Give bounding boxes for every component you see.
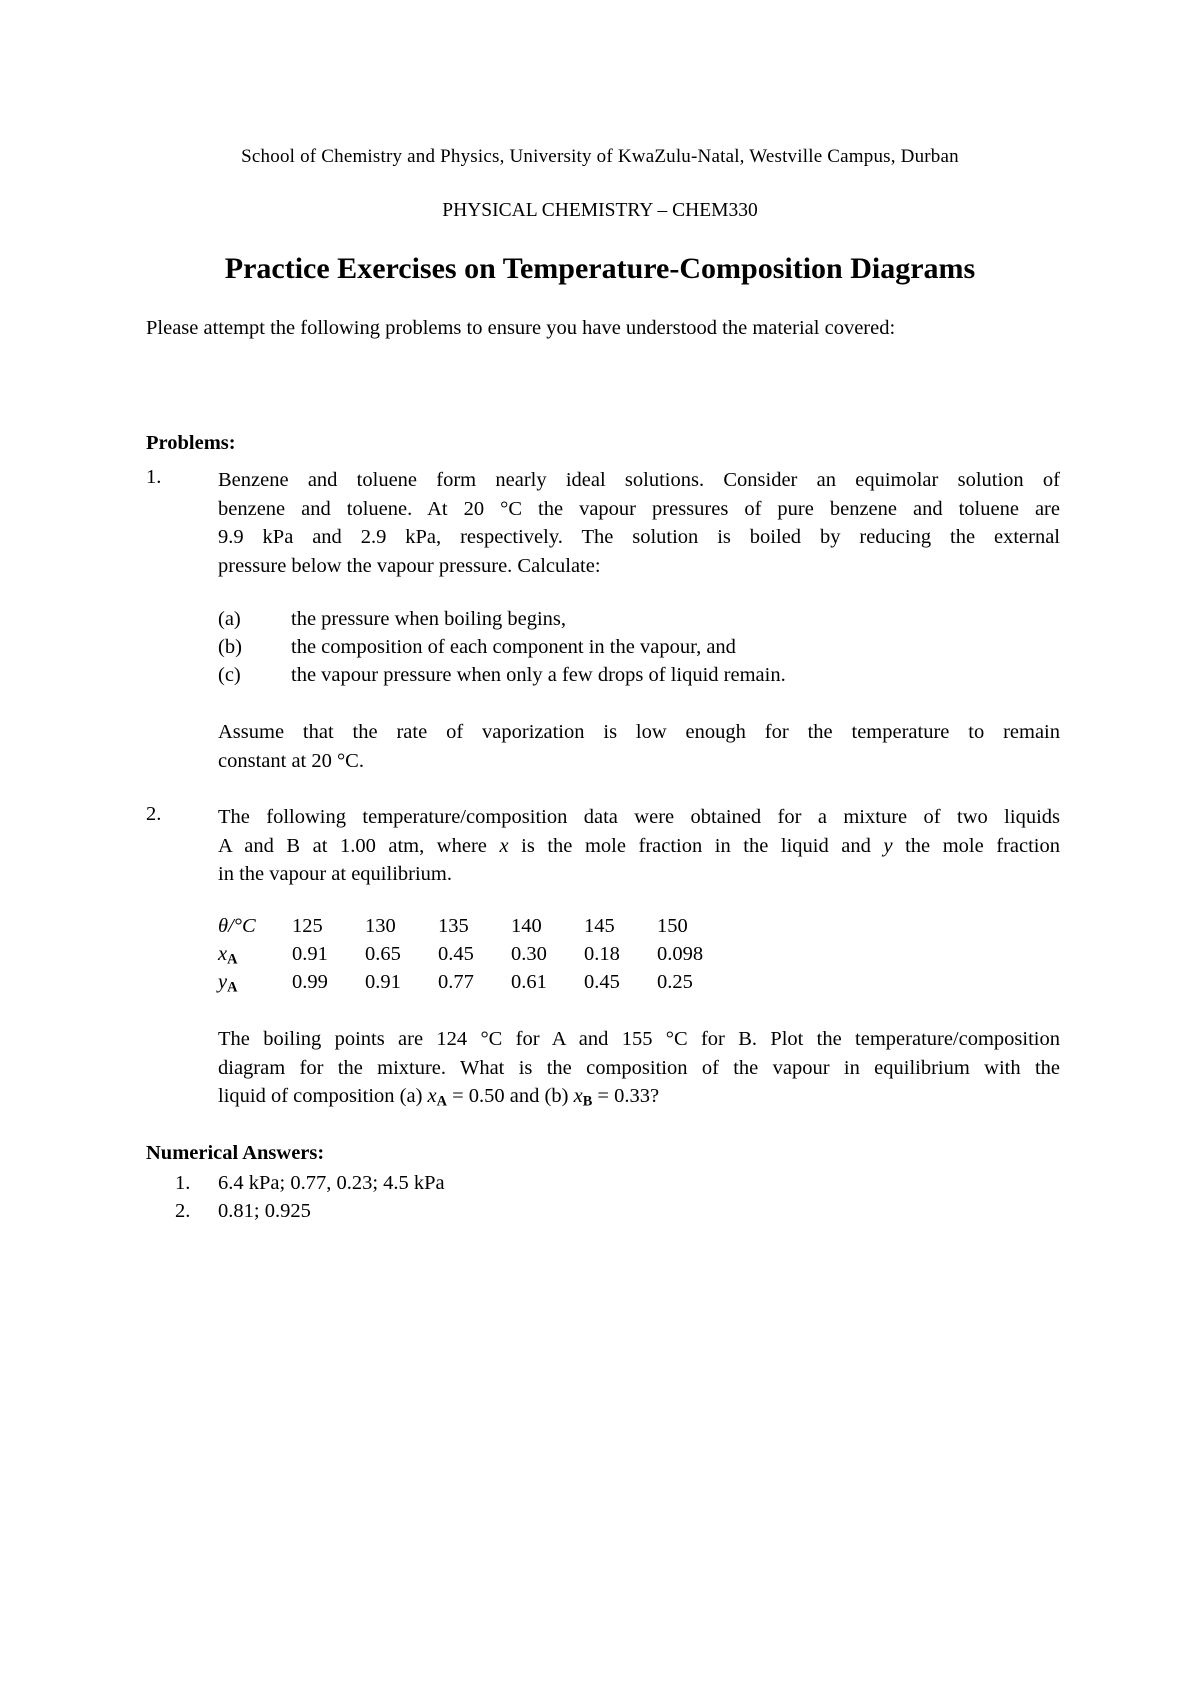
- table-cell: 0.91: [365, 971, 401, 993]
- text-run: = 0.33?: [592, 1085, 660, 1107]
- table-cell: 0.91: [292, 943, 328, 965]
- question-line: diagram for the mixture. What is the composition of the vapour in equilibrium with the: [218, 1056, 1060, 1079]
- table-row: [218, 971, 730, 999]
- problem-2-number: 2.: [146, 803, 162, 825]
- table-row: [218, 943, 730, 971]
- problem-1-assumption: [218, 718, 1060, 775]
- answer-1-number: 1.: [175, 1172, 191, 1194]
- text-run: is the mole fraction in the liquid and: [508, 834, 884, 857]
- part-b-label: (b): [218, 636, 242, 658]
- table-cell: 150: [657, 915, 688, 937]
- temperature-composition-table: [218, 915, 730, 999]
- table-cell: 140: [511, 915, 542, 937]
- variable-x: x: [427, 1085, 437, 1107]
- table-cell: 130: [365, 915, 396, 937]
- xa-header: [218, 943, 292, 971]
- problem-1-line: pressure below the vapour pressure. Calculate:: [218, 554, 601, 577]
- part-a-text: the pressure when boiling begins,: [291, 608, 566, 630]
- table-cell: 0.25: [657, 971, 693, 993]
- assumption-line: Assume that the rate of vaporization is low enough for the temperature to remain: [218, 721, 1060, 743]
- table-cell: 0.45: [438, 943, 474, 965]
- subscript: A: [227, 979, 238, 996]
- problem-2-question: [218, 1025, 1060, 1111]
- course-title: PHYSICAL CHEMISTRY – CHEM330: [442, 200, 758, 221]
- table-cell: 135: [438, 915, 469, 937]
- text-run: A and B at 1.00 atm, where: [218, 834, 500, 857]
- problems-heading: Problems:: [146, 432, 236, 454]
- text-run: = 0.50 and (b): [447, 1085, 574, 1107]
- answer-2-number: 2.: [175, 1200, 191, 1222]
- text-run: liquid of composition (a): [218, 1085, 428, 1107]
- text-run: the mole fraction: [892, 834, 1060, 857]
- part-a-label: (a): [218, 608, 241, 630]
- problem-1-number: 1.: [146, 466, 162, 488]
- theta-header: θ/°C: [218, 915, 256, 937]
- subscript: A: [436, 1093, 447, 1110]
- variable-x: x: [218, 943, 228, 965]
- answer-2-text: 0.81; 0.925: [218, 1200, 311, 1222]
- question-line: The boiling points are 124 °C for A and 155 °C for B. Plot the temperature/composition: [218, 1028, 1060, 1050]
- table-cell: 0.30: [511, 943, 547, 965]
- variable-x: x: [499, 834, 509, 857]
- table-cell: 0.61: [511, 971, 547, 993]
- table-row: [218, 915, 730, 943]
- answers-heading: Numerical Answers:: [146, 1142, 325, 1164]
- problem-2-line: The following temperature/composition data were obtained for a mixture of two liquids: [218, 806, 1060, 828]
- part-c-text: the vapour pressure when only a few drops of liquid remain.: [291, 664, 786, 686]
- table-cell: 0.65: [365, 943, 401, 965]
- assumption-line: constant at 20 °C.: [218, 749, 364, 772]
- table-cell: 125: [292, 915, 323, 937]
- document-title: Practice Exercises on Temperature-Composition Diagrams: [224, 252, 976, 285]
- table-cell: 0.99: [292, 971, 328, 993]
- part-b-text: the composition of each component in the vapour, and: [291, 636, 736, 658]
- problem-2-text: [218, 803, 1060, 889]
- problem-2-line: in the vapour at equilibrium.: [218, 863, 452, 885]
- problem-1-line: Benzene and toluene form nearly ideal solutions. Consider an equimolar solution of: [218, 469, 1060, 491]
- table-cell: 0.77: [438, 971, 474, 993]
- problem-2-line: [218, 832, 1060, 861]
- part-c-label: (c): [218, 664, 241, 686]
- variable-x: x: [573, 1085, 583, 1107]
- table-cell: 0.18: [584, 943, 620, 965]
- answer-1-text: 6.4 kPa; 0.77, 0.23; 4.5 kPa: [218, 1172, 445, 1194]
- table-cell: 145: [584, 915, 615, 937]
- school-line: School of Chemistry and Physics, University of KwaZulu-Natal, Westville Campus, Durban: [241, 146, 959, 167]
- table-cell: 0.45: [584, 971, 620, 993]
- problem-1-line: benzene and toluene. At 20 °C the vapour pressures of pure benzene and toluene are: [218, 497, 1060, 520]
- table-cell: 0.098: [657, 943, 704, 965]
- subscript: A: [227, 951, 238, 968]
- problem-1-text: [218, 466, 1060, 580]
- subscript: B: [582, 1093, 593, 1110]
- variable-y: y: [883, 834, 893, 857]
- intro-text: Please attempt the following problems to ensure you have understood the material covered:: [146, 317, 896, 339]
- question-line: [218, 1082, 1060, 1111]
- variable-y: y: [218, 971, 228, 993]
- ya-header: [218, 971, 292, 999]
- problem-1-line: 9.9 kPa and 2.9 kPa, respectively. The solution is boiled by reducing the external: [218, 526, 1060, 548]
